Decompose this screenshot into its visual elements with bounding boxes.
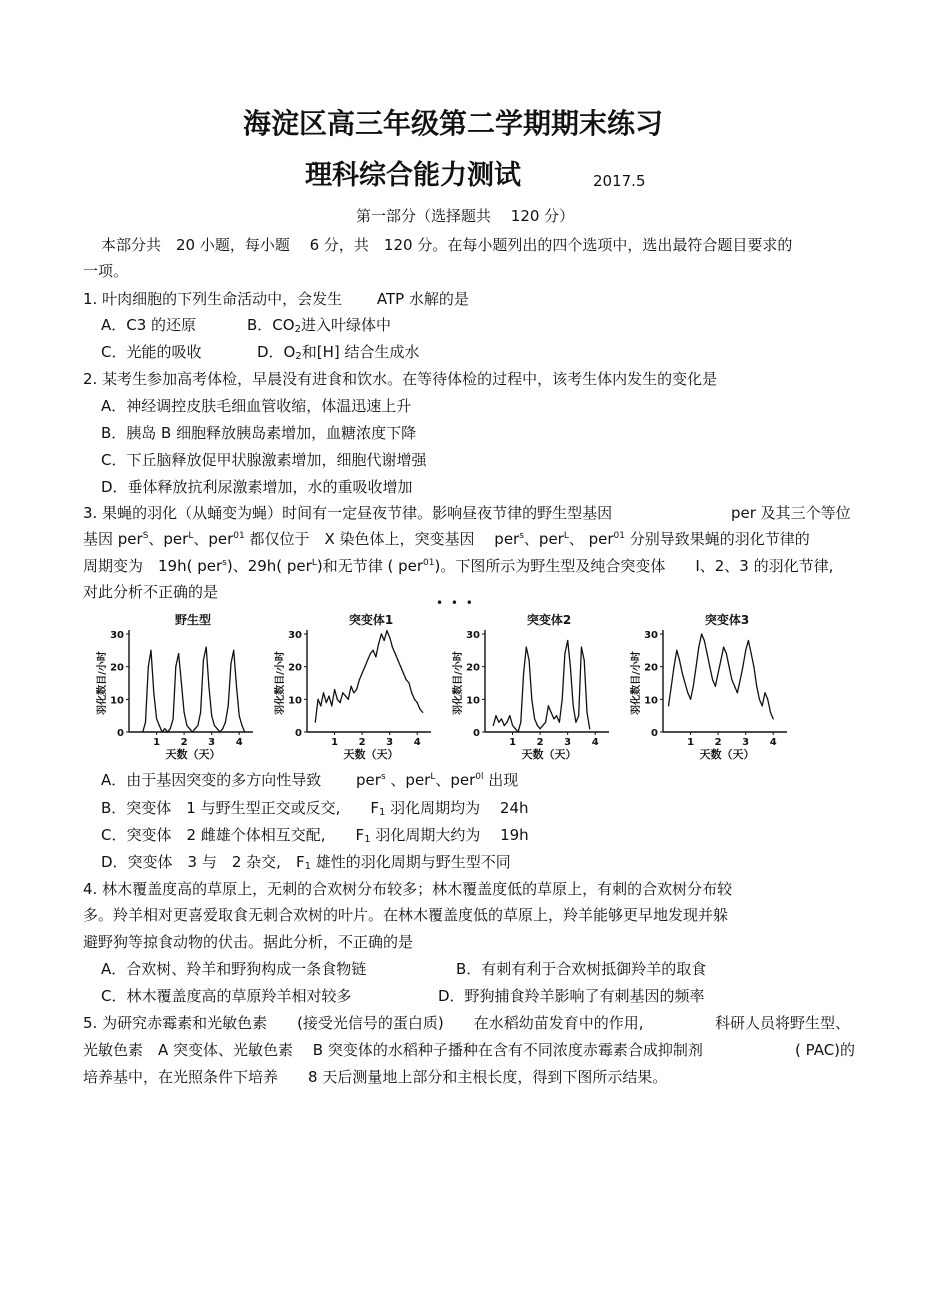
q3-option-c: C．突变体 2 雌雄个体相互交配, $F_1$ 羽化周期大约为 19h — [101, 826, 529, 845]
data-point — [403, 673, 404, 674]
q3-option-b: B．突变体 1 与野生型正交或反交, $F_1$ 羽化周期均为 24h — [101, 799, 529, 818]
data-point — [370, 653, 371, 654]
data-point — [723, 646, 724, 647]
series-line — [669, 634, 774, 719]
eclosion-rhythm-figure — [83, 604, 795, 766]
data-point — [770, 712, 771, 713]
series-line — [493, 641, 589, 733]
data-point — [545, 722, 546, 723]
q4-line-3: 避野狗等掠食动物的伏击。据此分析，不正确的是 — [83, 933, 414, 951]
data-point — [337, 699, 338, 700]
data-point — [528, 660, 529, 661]
data-point — [211, 715, 212, 716]
q2-option-b: B．胰岛 B 细胞释放胰岛素增加，血糖浓度下降 — [101, 424, 417, 442]
data-point — [553, 718, 554, 719]
y-tick-label: 20 — [644, 662, 658, 674]
y-tick-label: 10 — [466, 695, 480, 707]
data-point — [181, 682, 182, 683]
data-point — [773, 718, 774, 719]
data-point — [734, 686, 735, 687]
intro-line-1: 本部分共 20 小题，每小题 6 分，共 120 分。在每小题列出的四个选项中，选出最符合题目要求的 — [101, 236, 793, 254]
data-point — [375, 656, 376, 657]
data-point — [542, 725, 543, 726]
data-point — [172, 718, 173, 719]
y-axis-label: 羽化数目/小时 — [453, 651, 464, 715]
x-tick-label: 4 — [235, 737, 243, 748]
data-point — [709, 666, 710, 667]
data-point — [578, 715, 579, 716]
data-point — [192, 731, 193, 732]
q2-option-d: D．垂体释放抗利尿激素增加，水的重吸收增加 — [101, 478, 413, 496]
data-point — [356, 689, 357, 690]
x-axis-label: 天数（天） — [165, 748, 221, 761]
data-point — [537, 725, 538, 726]
data-point — [203, 660, 204, 661]
data-point — [745, 650, 746, 651]
data-point — [517, 731, 518, 732]
x-axis-label: 天数（天） — [521, 748, 577, 761]
data-point — [706, 653, 707, 654]
data-point — [161, 731, 162, 732]
data-point — [679, 660, 680, 661]
data-point — [239, 715, 240, 716]
data-point — [342, 692, 343, 693]
q4-option-c: C．林木覆盖度高的草原羚羊相对较多 — [101, 987, 352, 1005]
y-axis-label: 羽化数目/小时 — [97, 651, 108, 715]
data-point — [145, 722, 146, 723]
data-point — [150, 650, 151, 651]
data-point — [222, 728, 223, 729]
data-point — [504, 725, 505, 726]
data-point — [186, 725, 187, 726]
data-point — [762, 705, 763, 706]
data-point — [764, 692, 765, 693]
data-point — [726, 653, 727, 654]
data-point — [373, 650, 374, 651]
data-point — [397, 660, 398, 661]
exam-date: 2017.5 — [593, 172, 646, 190]
q4-option-a: A．合欢树、羚羊和野狗构成一条食物链 — [101, 960, 367, 978]
data-point — [742, 666, 743, 667]
q2-option-c: C．下丘脑释放促甲状腺激素增加，细胞代谢增强 — [101, 451, 427, 469]
q3-option-a: A．由于基因突变的多方向性导致 per$^s$ 、per$^L$、per$^{0l}$ 出现 — [101, 771, 519, 789]
data-point — [534, 718, 535, 719]
data-point — [228, 705, 229, 706]
data-point — [693, 686, 694, 687]
data-point — [175, 666, 176, 667]
data-point — [718, 673, 719, 674]
data-point — [698, 646, 699, 647]
data-point — [422, 712, 423, 713]
data-point — [195, 728, 196, 729]
data-point — [411, 692, 412, 693]
series-line — [143, 647, 245, 732]
data-point — [575, 722, 576, 723]
data-point — [328, 695, 329, 696]
data-point — [573, 705, 574, 706]
y-tick-label: 20 — [466, 662, 480, 674]
data-point — [556, 715, 557, 716]
data-point — [392, 646, 393, 647]
data-point — [219, 731, 220, 732]
q5-line-3: 培养基中，在光照条件下培养 8 天后测量地上部分和主根长度，得到下图所示结果。 — [83, 1068, 668, 1086]
data-point — [317, 699, 318, 700]
y-tick-label: 10 — [644, 695, 658, 707]
data-point — [200, 712, 201, 713]
data-point — [748, 640, 749, 641]
data-point — [767, 699, 768, 700]
data-point — [493, 725, 494, 726]
data-point — [740, 679, 741, 680]
data-point — [695, 666, 696, 667]
intro-line-2: 一项。 — [83, 262, 129, 280]
q1-option-b: B．$CO_2$进入叶绿体中 — [247, 316, 391, 335]
data-point — [350, 686, 351, 687]
data-point — [233, 650, 234, 651]
q3-option-d: D．突变体 3 与 2 杂交, $F_1$ 雄性的羽化周期与野生型不同 — [101, 853, 511, 872]
data-point — [701, 633, 702, 634]
y-tick-label: 0 — [295, 728, 302, 739]
data-point — [589, 728, 590, 729]
data-point — [586, 712, 587, 713]
q2-option-a: A．神经调控皮肤毛细血管收缩，体温迅速上升 — [101, 397, 412, 415]
y-tick-label: 30 — [288, 630, 302, 641]
data-point — [362, 673, 363, 674]
data-point — [217, 728, 218, 729]
data-point — [323, 692, 324, 693]
data-point — [562, 699, 563, 700]
data-point — [331, 705, 332, 706]
data-point — [315, 722, 316, 723]
data-point — [687, 692, 688, 693]
data-point — [400, 666, 401, 667]
q3-line-4: 对此分析不正确的是 — [83, 583, 219, 601]
x-tick-label: 3 — [564, 737, 572, 748]
data-point — [682, 673, 683, 674]
x-tick-label: 4 — [769, 737, 777, 748]
data-point — [167, 731, 168, 732]
data-point — [378, 643, 379, 644]
data-point — [526, 646, 527, 647]
data-point — [384, 640, 385, 641]
data-point — [498, 722, 499, 723]
data-point — [208, 686, 209, 687]
data-point — [148, 666, 149, 667]
data-point — [509, 715, 510, 716]
data-point — [389, 637, 390, 638]
data-point — [720, 660, 721, 661]
x-axis-label: 天数（天） — [343, 748, 399, 761]
q3-line-1b: per 及其三个等位 — [731, 504, 851, 522]
y-tick-label: 30 — [466, 630, 480, 641]
data-point — [548, 705, 549, 706]
data-point — [142, 731, 143, 732]
data-point — [417, 702, 418, 703]
data-point — [345, 695, 346, 696]
data-point — [581, 646, 582, 647]
data-point — [684, 682, 685, 683]
data-point — [414, 699, 415, 700]
q5-line-2b: ( PAC)的 — [795, 1041, 856, 1059]
data-point — [153, 692, 154, 693]
q4-line-1: 4. 林木覆盖度高的草原上，无刺的合欢树分布较多；林木覆盖度低的草原上，有刺的合欢树分布较 — [83, 880, 733, 898]
data-point — [584, 660, 585, 661]
y-tick-label: 10 — [110, 695, 124, 707]
q4-option-b: B．有刺有利于合欢树抵御羚羊的取食 — [456, 960, 707, 978]
x-tick-label: 2 — [358, 737, 366, 748]
q2-stem: 2. 某考生参加高考体检，早晨没有进食和饮水。在等待体检的过程中，该考生体内发生的变化是 — [83, 370, 718, 388]
x-tick-label: 3 — [386, 737, 394, 748]
figure-dots: • • • — [436, 596, 475, 610]
data-point — [729, 666, 730, 667]
data-point — [690, 699, 691, 700]
data-point — [156, 718, 157, 719]
data-point — [419, 709, 420, 710]
x-tick-label: 2 — [714, 737, 722, 748]
data-point — [715, 686, 716, 687]
data-point — [326, 702, 327, 703]
data-point — [241, 725, 242, 726]
data-point — [244, 731, 245, 732]
data-point — [381, 633, 382, 634]
data-point — [512, 725, 513, 726]
y-tick-label: 0 — [473, 728, 480, 739]
x-tick-label: 4 — [591, 737, 599, 748]
data-point — [386, 630, 387, 631]
data-point — [559, 722, 560, 723]
data-point — [551, 712, 552, 713]
data-point — [737, 692, 738, 693]
data-point — [236, 686, 237, 687]
y-tick-label: 0 — [651, 728, 658, 739]
q4-option-d: D．野狗捕食羚羊影响了有刺基因的频率 — [438, 987, 705, 1005]
panel-title: 突变体2 — [526, 613, 572, 627]
section-heading: 第一部分（选择题共 120 分） — [356, 207, 575, 225]
data-point — [170, 728, 171, 729]
y-axis-label: 羽化数目/小时 — [275, 651, 286, 715]
y-tick-label: 20 — [288, 662, 302, 674]
data-point — [189, 728, 190, 729]
q3-line-3: 周期变为 19h( per$^s$)、29h( per$^L$)和无节律 ( per$^{01}$)。下图所示为野生型及纯合突变体 I、2、3 的羽化节律, — [83, 557, 834, 575]
q3-line-1a: 3. 果蝇的羽化（从蛹变为蝇）时间有一定昼夜节律。影响昼夜节律的野生型基因 — [83, 504, 613, 522]
x-tick-label: 1 — [687, 737, 695, 748]
data-point — [408, 682, 409, 683]
data-point — [348, 699, 349, 700]
q3-line-2: 基因 per$^S$、per$^L$、per$^{01}$ 都仅位于 X 染色体上，突变基因 per$^s$、per$^L$、 per$^{01}$ 分别导致果蝇的羽化节律的 — [83, 530, 810, 548]
y-tick-label: 20 — [110, 662, 124, 674]
q1-option-d: D．$O_2$和[H] 结合生成水 — [257, 343, 420, 362]
data-point — [214, 725, 215, 726]
page-subtitle: 理科综合能力测试 — [305, 160, 521, 191]
q5-line-2a: 光敏色素 A 突变体、光敏色素 B 突变体的水稻种子播种在含有不同浓度赤霉素合成抑制剂 — [83, 1041, 703, 1059]
data-point — [320, 705, 321, 706]
y-tick-label: 10 — [288, 695, 302, 707]
data-point — [506, 722, 507, 723]
data-point — [523, 673, 524, 674]
q1-stem: 1. 叶肉细胞的下列生命活动中，会发生 ATP 水解的是 — [83, 290, 469, 308]
data-point — [197, 725, 198, 726]
data-point — [567, 640, 568, 641]
data-point — [495, 715, 496, 716]
data-point — [184, 712, 185, 713]
data-point — [712, 679, 713, 680]
data-point — [359, 679, 360, 680]
data-point — [178, 653, 179, 654]
x-tick-label: 1 — [509, 737, 517, 748]
x-tick-label: 2 — [180, 737, 188, 748]
data-point — [756, 686, 757, 687]
data-point — [395, 653, 396, 654]
data-point — [731, 679, 732, 680]
data-point — [164, 728, 165, 729]
data-point — [520, 722, 521, 723]
data-point — [515, 728, 516, 729]
data-point — [339, 702, 340, 703]
q5-line-1a: 5. 为研究赤霉素和光敏色素 (接受光信号的蛋白质) 在水稻幼苗发育中的作用, — [83, 1014, 644, 1032]
data-point — [531, 699, 532, 700]
data-point — [225, 722, 226, 723]
data-point — [759, 699, 760, 700]
x-tick-label: 2 — [536, 737, 544, 748]
x-tick-label: 3 — [742, 737, 750, 748]
data-point — [230, 663, 231, 664]
x-tick-label: 3 — [208, 737, 216, 748]
y-axis-label: 羽化数目/小时 — [631, 651, 642, 715]
data-point — [753, 666, 754, 667]
data-point — [671, 686, 672, 687]
data-point — [406, 679, 407, 680]
q4-line-2: 多。羚羊相对更喜爱取食无刺合欢树的叶片。在林木覆盖度低的草原上，羚羊能够更早地发现并躲 — [83, 906, 729, 924]
panel-title: 突变体3 — [704, 613, 750, 627]
q1-option-c: C．光能的吸收 — [101, 343, 202, 361]
q1-option-a: A．C3 的还原 — [101, 316, 197, 334]
data-point — [564, 653, 565, 654]
data-point — [751, 653, 752, 654]
page-title: 海淀区高三年级第二学期期末练习 — [243, 107, 664, 140]
q5-line-1b: 科研人员将野生型、 — [715, 1014, 851, 1032]
data-point — [159, 725, 160, 726]
panel-title: 突变体1 — [348, 613, 394, 627]
y-tick-label: 30 — [644, 630, 658, 641]
x-tick-label: 1 — [153, 737, 161, 748]
series-line — [315, 631, 422, 723]
data-point — [364, 666, 365, 667]
data-point — [353, 692, 354, 693]
y-tick-label: 30 — [110, 630, 124, 641]
data-point — [367, 660, 368, 661]
data-point — [570, 666, 571, 667]
data-point — [704, 640, 705, 641]
data-point — [501, 718, 502, 719]
x-axis-label: 天数（天） — [699, 748, 755, 761]
data-point — [206, 646, 207, 647]
data-point — [334, 689, 335, 690]
x-tick-label: 4 — [413, 737, 421, 748]
y-tick-label: 0 — [117, 728, 124, 739]
data-point — [668, 705, 669, 706]
data-point — [540, 728, 541, 729]
panel-title: 野生型 — [174, 613, 212, 627]
x-tick-label: 1 — [331, 737, 339, 748]
data-point — [676, 650, 677, 651]
data-point — [673, 666, 674, 667]
